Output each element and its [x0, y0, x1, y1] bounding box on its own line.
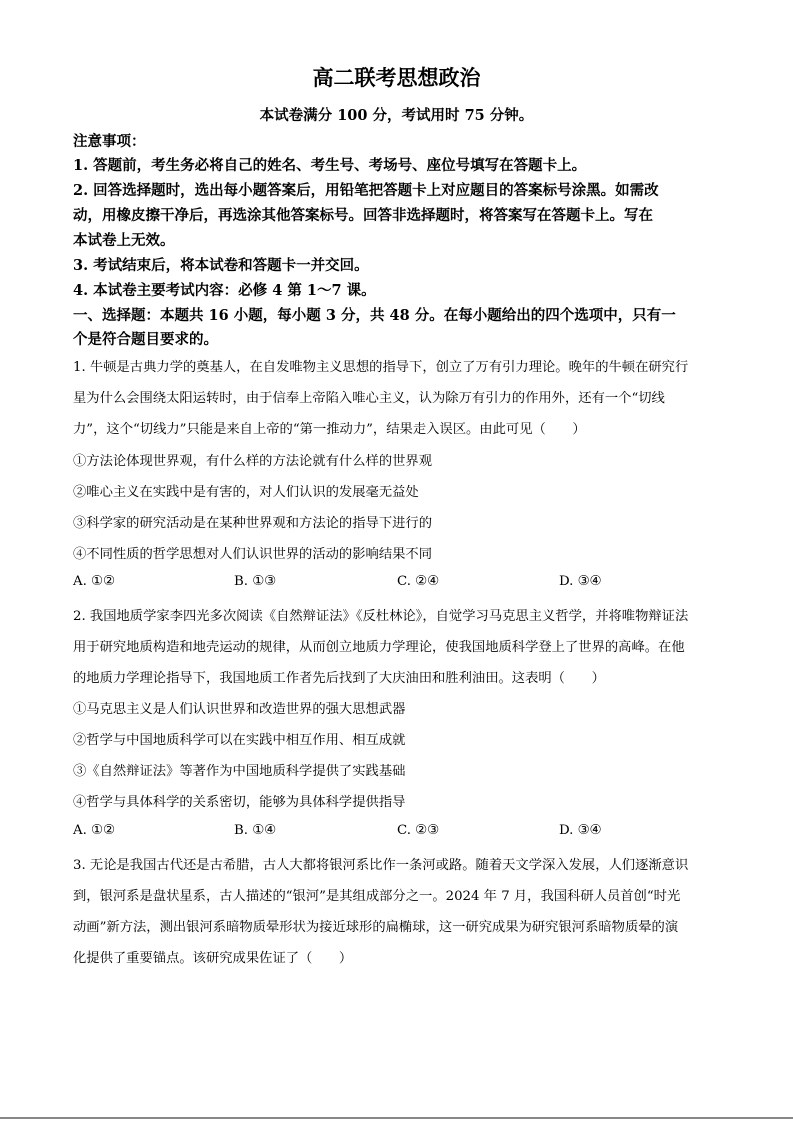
question-2-statement: ③《自然辩证法》等著作为中国地质科学提供了实践基础 — [73, 764, 406, 779]
question-1-statement: ③科学家的研究活动是在某种世界观和方法论的指导下进行的 — [73, 516, 433, 531]
question-2-statement: ④哲学与具体科学的关系密切，能够为具体科学提供指导 — [73, 795, 406, 810]
question-1-statement: ①方法论体现世界观，有什么样的方法论就有什么样的世界观 — [73, 454, 433, 469]
section-heading: 个是符合题目要求的。 — [73, 331, 218, 348]
notice-line: 2. 回答选择题时，选出每小题答案后，用铅笔把答题卡上对应题目的答案标号涂黑。如需改 — [73, 182, 659, 199]
section-heading: 一、选择题：本题共 16 小题，每小题 3 分，共 48 分。在每小题给出的四个选项中，只有一 — [73, 307, 676, 324]
question-1-stem: 力”，这个“切线力”只能是来自上帝的“第一推动力”，结果走入误区。由此可见（ ） — [73, 422, 586, 437]
exam-subtitle: 本试卷满分 100 分，考试用时 75 分钟。 — [259, 107, 534, 124]
notice-line: 3. 考试结束后，将本试卷和答题卡一并交回。 — [73, 257, 369, 274]
notice-line: 4. 本试卷主要考试内容：必修 4 第 1～7 课。 — [73, 282, 376, 299]
question-3-stem: 3. 无论是我国古代还是古希腊，古人大都将银河系比作一条河或路。随着天文学深入发展，人们逐渐意识 — [73, 858, 689, 873]
question-1-choice-c: C. ②④ — [397, 574, 439, 589]
page-bottom-divider — [0, 1117, 793, 1119]
notice-header: 注意事项： — [73, 133, 146, 150]
question-2-stem: 2. 我国地质学家李四光多次阅读《自然辩证法》《反杜林论》，自觉学习马克思主义哲学，并将唯物辩证法 — [73, 609, 689, 624]
question-3-stem: 动画”新方法，测出银河系暗物质晕形状为接近球形的扁椭球，这一研究成果为研究银河系暗物质晕的演 — [73, 920, 679, 935]
question-3-stem: 到，银河系是盘状星系，古人描述的“银河”是其组成部分之一。2024 年 7 月，我国科研人员首创“时光 — [73, 889, 681, 904]
question-2-stem: 用于研究地质构造和地壳运动的规律，从而创立地质力学理论，使我国地质科学登上了世界的高峰。在他 — [73, 640, 685, 655]
question-1-stem: 1. 牛顿是古典力学的奠基人，在自发唯物主义思想的指导下，创立了万有引力理论。晚年的牛顿在研究行 — [73, 360, 689, 375]
question-2-statement: ①马克思主义是人们认识世界和改造世界的强大思想武器 — [73, 702, 406, 717]
question-2-choice-a: A. ①② — [73, 823, 115, 838]
question-2-stem: 的地质力学理论指导下，我国地质工作者先后找到了大庆油田和胜利油田。这表明（ ） — [73, 671, 605, 686]
question-3-stem: 化提供了重要锚点。该研究成果佐证了（ ） — [73, 951, 353, 966]
notice-line: 本试卷上无效。 — [73, 232, 175, 249]
question-2-choice-c: C. ②③ — [397, 823, 439, 838]
question-2-choice-d: D. ③④ — [559, 823, 602, 838]
exam-title: 高二联考思想政治 — [312, 65, 481, 90]
notice-line: 动，用橡皮擦干净后，再选涂其他答案标号。回答非选择题时，将答案写在答题卡上。写在 — [73, 207, 653, 224]
question-1-choice-d: D. ③④ — [559, 574, 602, 589]
notice-line: 1. 答题前，考生务必将自己的姓名、考生号、考场号、座位号填写在答题卡上。 — [73, 157, 587, 174]
question-1-choice-a: A. ①② — [73, 574, 115, 589]
question-1-statement: ②唯心主义在实践中是有害的，对人们认识的发展毫无益处 — [73, 485, 419, 500]
question-2-choice-b: B. ①④ — [234, 823, 277, 838]
question-1-choice-b: B. ①③ — [234, 574, 277, 589]
question-1-statement: ④不同性质的哲学思想对人们认识世界的活动的影响结果不同 — [73, 547, 433, 562]
question-2-statement: ②哲学与中国地质科学可以在实践中相互作用、相互成就 — [73, 733, 406, 748]
question-1-stem: 星为什么会围绕太阳运转时，由于信奉上帝陷入唯心主义，认为除万有引力的作用外，还有一个“切线 — [73, 391, 665, 406]
